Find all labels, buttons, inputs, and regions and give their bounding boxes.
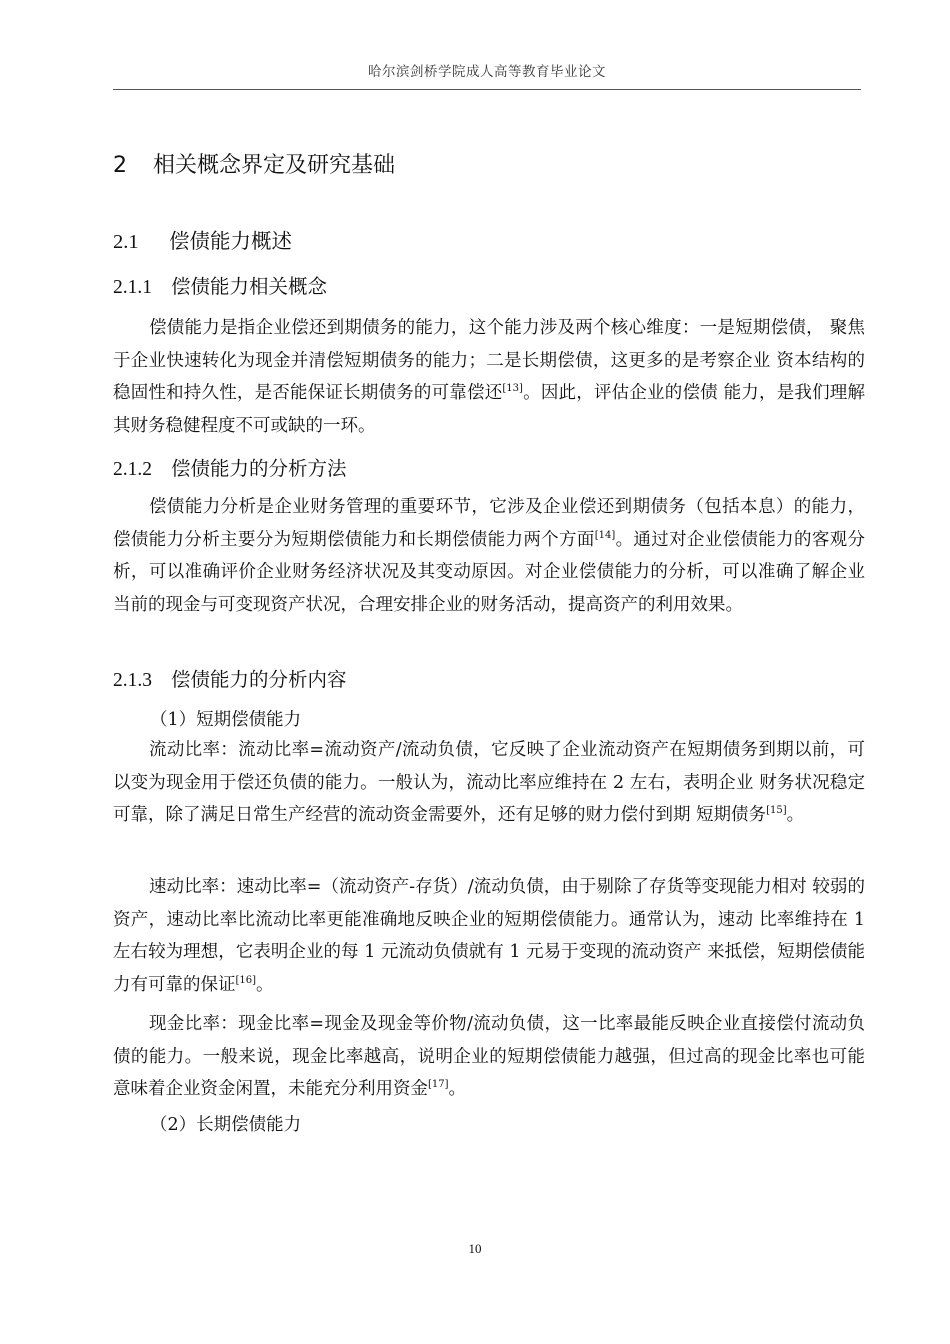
- paragraph-text-tail: 。通过对企业偿债能力的客观分析，可以准确评价企业财务经济状况及其变动原因。对企业偿债能力的分析，可以准确了解企业当前的现金与可变现资产状况，合理安排企业的财务活动，提高资产的利用效果。: [113, 529, 866, 615]
- subsection-number: 2.1.2: [113, 459, 152, 480]
- citation: [15]: [766, 805, 787, 816]
- paragraph-cash-ratio: [113, 1008, 865, 1106]
- paragraph-text: 现金比率：现金比率=现金及现金等价物/流动负债，这一比率最能反映企业直接偿付流动负债的能力。一般来说，现金比率越高，说明企业的短期偿债能力越强，但过高的现金比率也可能意味着企业资金闲置，未能充分利用资金: [113, 1014, 865, 1099]
- paragraph-text-tail: 。: [448, 1079, 467, 1099]
- section-number: 2.1: [113, 231, 139, 253]
- section-title: 偿债能力概述: [169, 229, 292, 253]
- subsection-heading-2-1-1: [113, 271, 327, 299]
- citation: [17]: [428, 1079, 449, 1090]
- subsection-number: 2.1.3: [113, 670, 152, 691]
- list-heading-long-term: （2）长期偿债能力: [150, 1115, 302, 1135]
- subsection-title: 偿债能力的分析内容: [171, 668, 347, 691]
- page-number: 10: [468, 1241, 482, 1256]
- paragraph-text: 偿债能力是指企业偿还到期债务的能力，这个能力涉及两个核心维度：一是短期偿债， 聚焦于企业快速转化为现金并清偿短期债务的能力；二是长期偿债，这更多的是考察企业 资本结构的稳固性和持久性，是否能保证长期债务的可靠偿还: [113, 318, 865, 403]
- paragraph-text-tail: 。: [786, 805, 805, 825]
- paragraph-2-1-1: [113, 312, 865, 442]
- subsection-heading-2-1-3: [113, 664, 347, 692]
- paragraph-current-ratio: [113, 734, 865, 832]
- subsection-number: 2.1.1: [113, 277, 152, 298]
- subsection-title: 偿债能力相关概念: [171, 275, 328, 298]
- paragraph-text: 速动比率：速动比率=（流动资产-存货）/流动负债，由于剔除了存货等变现能力相对 较弱的资产，速动比率比流动比率更能准确地反映企业的短期偿债能力。通常认为，速动 比率维持在 1 左右较为理想，它表明企业的每 1 元流动负债就有 1 元易于变现的流动资产 来抵偿，短期偿债能力有可靠的保证: [113, 877, 865, 995]
- paragraph-text-tail: 。: [256, 974, 274, 995]
- paragraph-text-tail: 。因此，评估企业的偿债 能力，是我们理解其财务稳健程度不可或缺的一环。: [113, 383, 866, 436]
- section-heading: [113, 224, 292, 254]
- paragraph-quick-ratio: [113, 871, 865, 1001]
- citation: [13]: [502, 383, 523, 394]
- paragraph-2-1-2: [113, 491, 865, 621]
- paragraph-text: 流动比率：流动比率=流动资产/流动负债，它反映了企业流动资产在短期债务到期以前，可以变为现金用于偿还负债的能力。一般认为，流动比率应维持在 2 左右，表明企业 财务状况稳定可靠，除了满足日常生产经营的流动资金需要外，还有足够的财力偿付到期 短期债务: [113, 740, 865, 825]
- list-heading-short-term: （1）短期偿债能力: [150, 710, 302, 730]
- chapter-title: 相关概念界定及研究基础: [153, 153, 396, 178]
- subsection-title: 偿债能力的分析方法: [171, 457, 347, 480]
- citation: [14]: [594, 529, 616, 541]
- chapter-heading: [113, 148, 395, 179]
- header-rule: [113, 89, 861, 90]
- page-header: 哈尔滨剑桥学院成人高等教育毕业论文: [368, 64, 606, 80]
- subsection-heading-2-1-2: [113, 453, 347, 481]
- chapter-number: 2: [113, 153, 127, 178]
- citation: [16]: [235, 974, 257, 986]
- paragraph-text: 偿债能力分析是企业财务管理的重要环节，它涉及企业偿还到期债务（包括本息）的能力，偿债能力分析主要分为短期偿债能力和长期偿债能力两个方面: [113, 497, 865, 550]
